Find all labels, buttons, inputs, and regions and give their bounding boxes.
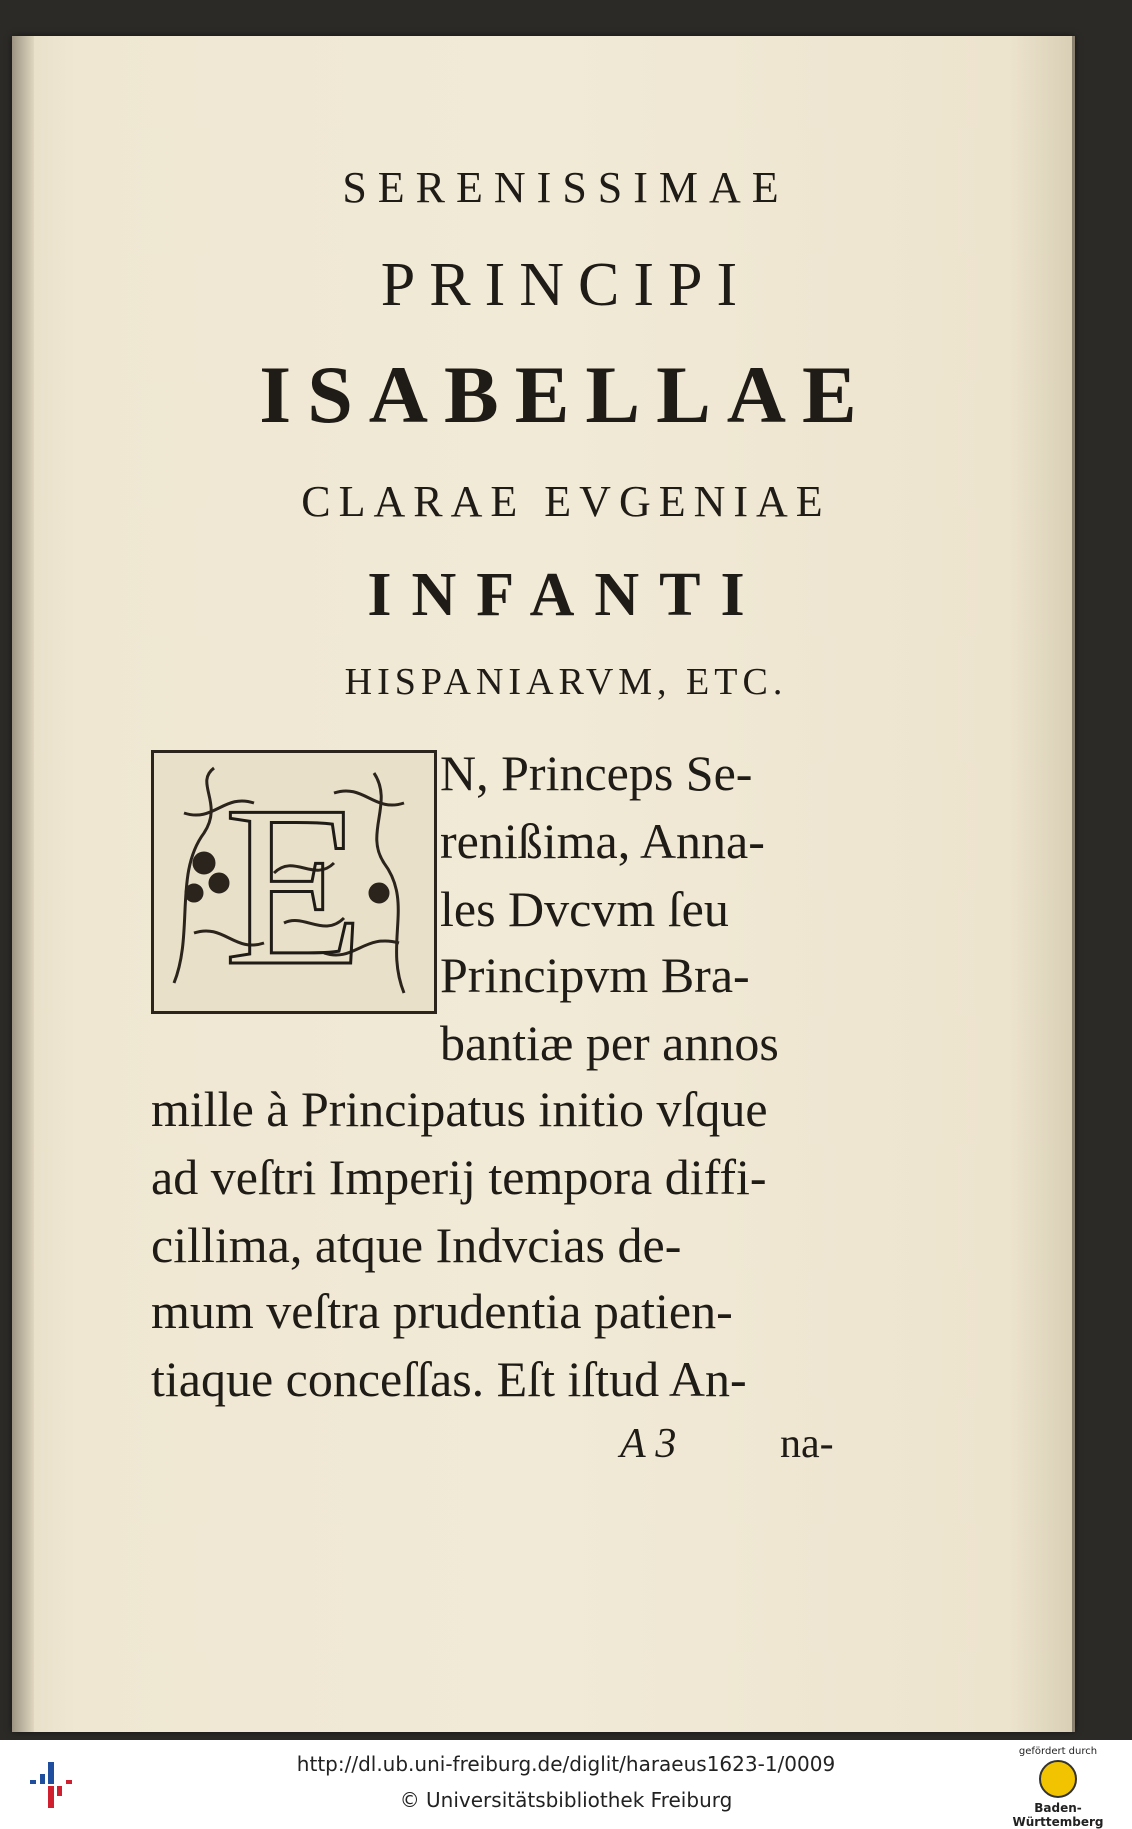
text-line: bantiæ per annos — [440, 1015, 779, 1071]
heading-line-5: INFANTI — [367, 561, 765, 629]
state-crest-icon — [1039, 1760, 1077, 1798]
text-line: tiaque conceſſas. Eſt iſtud An- — [151, 1351, 747, 1407]
text-line: ad veſtri Imperij tempora diffi- — [151, 1149, 767, 1205]
viewer-footer — [0, 1740, 1132, 1828]
text-line: les Dvcvm ſeu — [440, 881, 729, 937]
heading-line-3: ISABELLAE — [259, 349, 873, 440]
heading-line-1: SERENISSIMAE — [342, 163, 790, 212]
heading-line-2: PRINCIPI — [380, 251, 752, 319]
heading-line-6: HISPANIARVM, ETC. — [344, 661, 788, 703]
initial-letter: E — [223, 758, 365, 1011]
text-line: cillima, atque Indvcias de- — [151, 1217, 682, 1273]
sponsor-block — [998, 1746, 1118, 1829]
permalink[interactable]: http://dl.ub.uni-freiburg.de/diglit/haraeus1623-1/0009 — [296, 1752, 836, 1776]
catchword: na- — [780, 1421, 834, 1467]
text-line: mille à Principatus initio vſque — [151, 1081, 768, 1137]
heading-line-4: CLARAE EVGENIAE — [301, 477, 831, 526]
signature-mark: A 3 — [620, 1421, 677, 1467]
foliage-ornament-icon — [154, 753, 434, 1011]
text-line: renißima, Anna- — [440, 813, 765, 869]
text-line: mum veſtra prudentia patien- — [151, 1283, 733, 1339]
sponsor-name: Baden-Württemberg — [1012, 1801, 1104, 1829]
decorated-initial — [151, 750, 437, 1014]
copyright-notice: © Universitätsbibliothek Freiburg — [399, 1788, 733, 1812]
text-line: Principvm Bra- — [440, 947, 750, 1003]
sponsor-caption: gefördert durch — [1018, 1746, 1098, 1757]
text-line: N, Princeps Se- — [440, 745, 753, 801]
